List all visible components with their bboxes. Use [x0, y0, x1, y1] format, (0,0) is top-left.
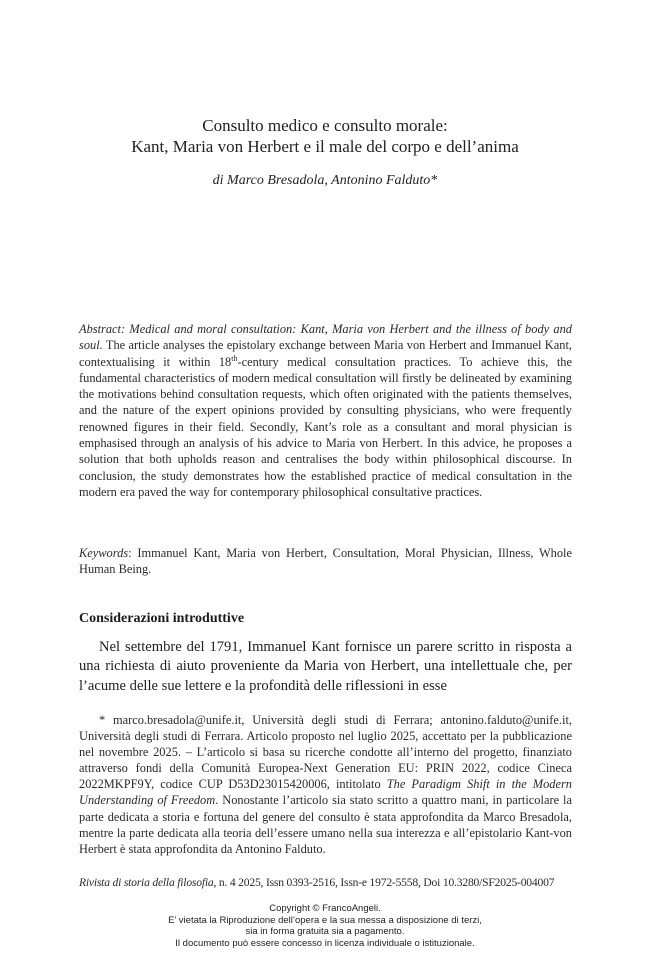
article-authors: di Marco Bresadola, Antonino Falduto*: [212, 173, 438, 188]
title-line-2: Kant, Maria von Herbert e il male del corpo e dell’anima: [131, 137, 519, 156]
journal-name: Rivista di storia della filosofia: [79, 876, 214, 889]
copyright-line-2: E’ vietata la Riproduzione dell’opera e la sua messa a disposizione di terzi,: [168, 914, 482, 926]
abstract-english-title: : Medical and moral consultation: Kant, Maria von Herbert and the illness of body and soul.: [79, 322, 572, 353]
copyright-notice: [0, 903, 650, 949]
copyright-line-4: Il documento può essere concesso in licenza individuale o istituzionale.: [175, 937, 475, 949]
journal-citation: [79, 876, 572, 889]
copyright-line-3: sia in forma gratuita sia a pagamento.: [245, 926, 405, 938]
body-paragraph: Nel settembre del 1791, Immanuel Kant fornisce un parere scritto in risposta a una richiesta di aiuto proveniente da Maria von Herbert, una intellettuale che, per l’acume delle sue lettere e la profondità delle riflessioni in esse: [79, 639, 572, 694]
footnote-project-title: The Paradigm Shift in the Modern Understanding of Freedom: [79, 777, 572, 808]
footnote-text-1: * marco.bresadola@unife.it, Università degli studi di Ferrara; antonino.falduto@unife.it, Università degli studi di Ferrara. Articolo proposto nel luglio 2025, accettato per la pubblicazione nel novembre 2025. – L’articolo si basa su ricerche condotte all’interno del progetto, finanziato attraverso fondi della Comunità Europea-Next Generation EU: PRIN 2022, codice Cineca 2022MKPF9Y, codice CUP D53D23015420006, intitolato: [79, 713, 572, 792]
article-title: [60, 115, 590, 157]
citation-details: , n. 4 2025, Issn 0393-2516, Issn-e 1972-5558, Doi 10.3280/SF2025-004007: [213, 876, 555, 889]
copyright-line-1: Copyright © FrancoAngeli.: [269, 903, 381, 914]
section-heading: Considerazioni introduttive: [79, 611, 245, 626]
abstract: [79, 321, 572, 500]
keywords-label: Keywords: [79, 546, 129, 560]
footnote-text-2: . Nonostante l’articolo sia stato scritto a quattro mani, in particolare la parte dedicata a storia e fortuna del genere del consulto è stata approfondita da Marco Bresadola, mentre la parte dedicata alla teoria dell’essere umano nella sua interezza e all’epistolario Kant-von Herbert è stata approfondita da Antonino Falduto.: [79, 793, 572, 856]
title-line-1: Consulto medico e consulto morale:: [202, 116, 448, 135]
abstract-label: Abstract: [79, 322, 121, 336]
abstract-text-1: The article analyses the epistolary exchange between Maria von Herbert and Immanuel Kant, contextualising it within 18: [79, 338, 572, 369]
keywords: [79, 545, 572, 578]
abstract-superscript: th: [231, 353, 238, 363]
keywords-text: : Immanuel Kant, Maria von Herbert, Consultation, Moral Physician, Illness, Whole Human Being.: [79, 546, 572, 577]
footnote: [79, 712, 572, 857]
abstract-text-2: -century medical consultation practices. To achieve this, the fundamental characteristics of modern medical consultation will firstly be delineated by examining the motivations behind consultation requests, which often originated with the patients themselves, and the nature of the expert opinions provided by consulting physicians, who were frequently renowned figures in their field. Secondly, Kant’s role as a consultant and moral physician is emphasised through an analysis of his advice to Maria von Herbert. In this advice, he proposes a solution that both upholds reason and centralises the body within philosophical discourse. In conclusion, the study demonstrates how the established practice of medical consultation in the modern era paved the way for contemporary philosophical consultative practices.: [79, 354, 572, 499]
